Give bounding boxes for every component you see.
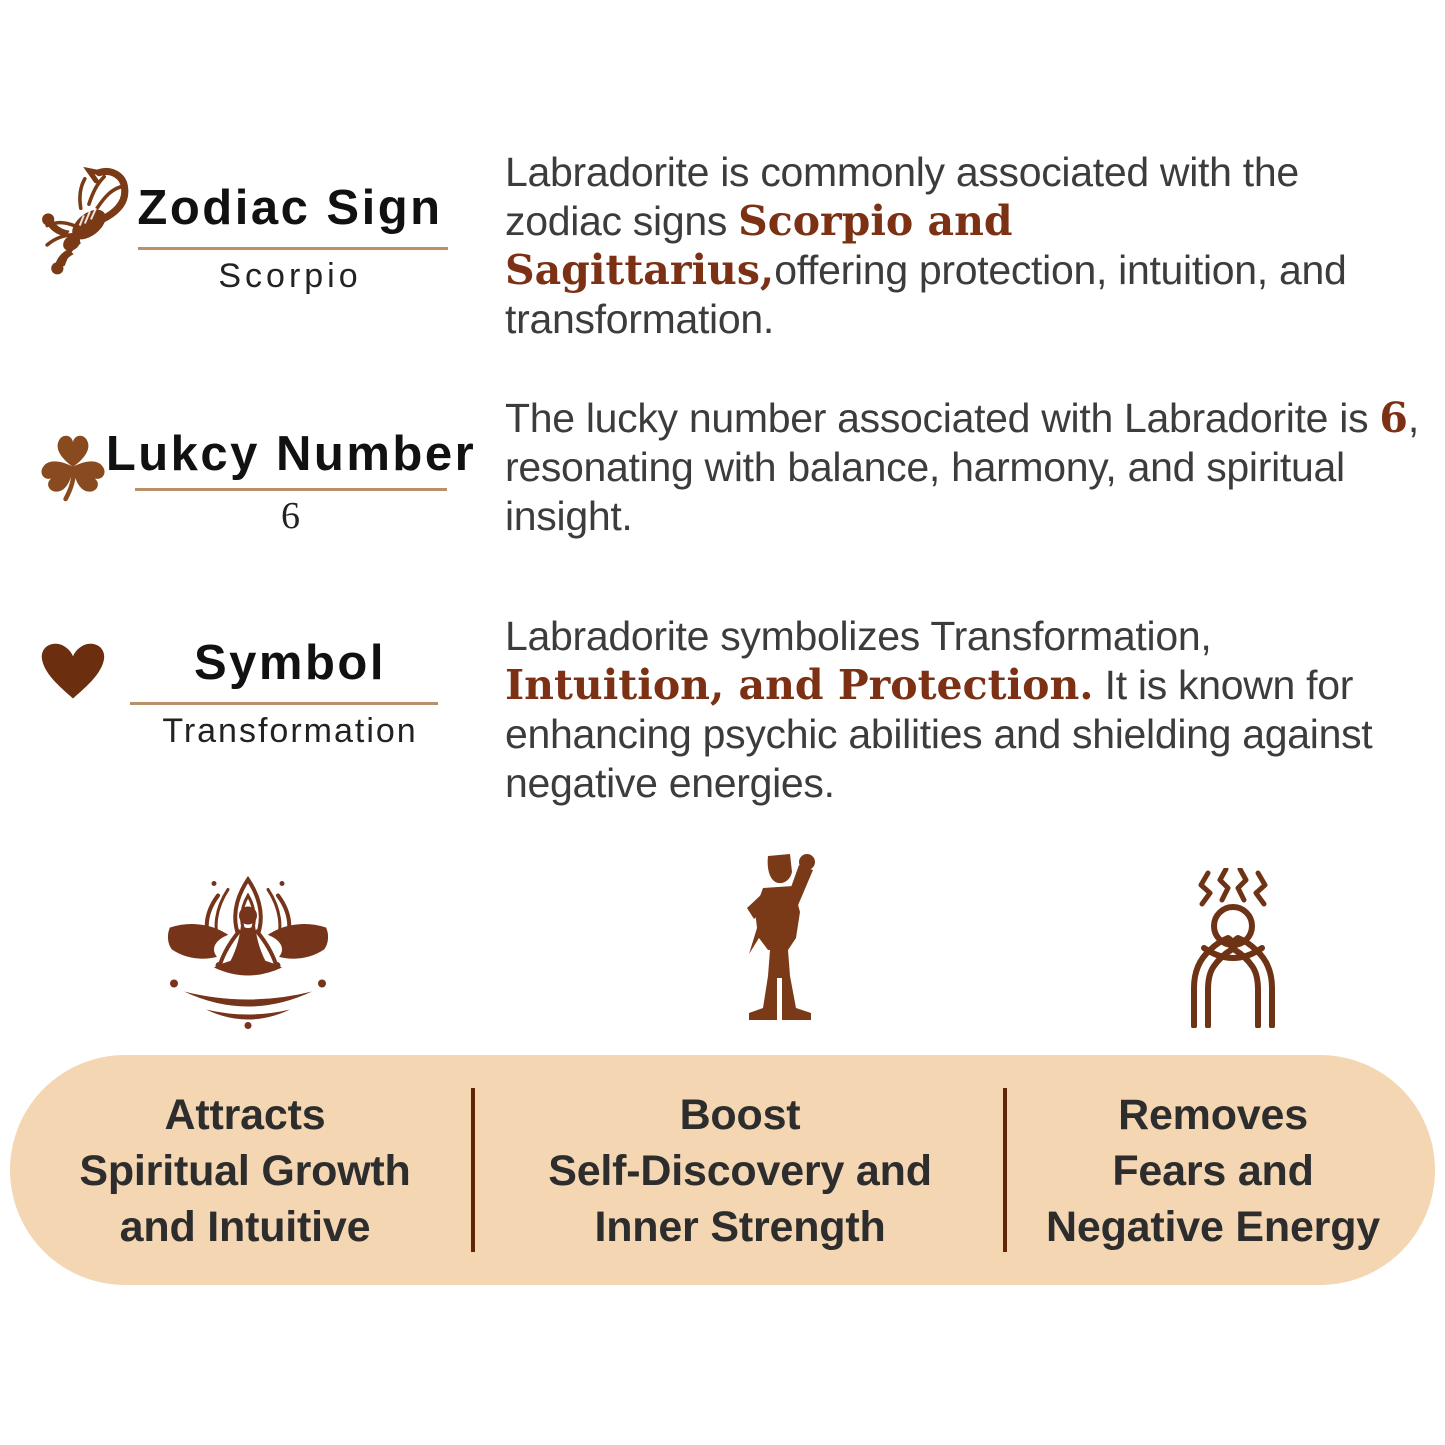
benefit-line: Removes: [1118, 1091, 1308, 1139]
lotus-meditation-icon: [158, 872, 338, 1030]
lucky-number-paragraph: [505, 394, 1445, 541]
section-title-symbol: Symbol: [194, 636, 386, 690]
paragraph-accent-text: Scorpio and Sagittarius,: [505, 197, 1013, 294]
benefit-line: Boost: [679, 1091, 801, 1139]
paragraph-text: offering protection, intuition, and transformation.: [505, 247, 1347, 342]
heading-underline: [130, 702, 438, 705]
benefit-line: Attracts: [164, 1091, 326, 1139]
benefit-line: Negative Energy: [1046, 1203, 1380, 1251]
paragraph-text: , resonating with balance, harmony, and spiritual insight.: [505, 395, 1419, 539]
benefit-line: Self-Discovery and: [548, 1147, 932, 1195]
heading-underline: [138, 247, 448, 250]
stressed-person-icon: [1158, 868, 1308, 1028]
zodiac-paragraph: [505, 148, 1405, 344]
paragraph-text: Labradorite is commonly associated with the zodiac signs: [505, 149, 1299, 244]
clover-icon: [40, 426, 106, 506]
benefit-line: Spiritual Growth: [79, 1147, 411, 1195]
paragraph-accent-text: Intuition, and Protection.: [505, 661, 1094, 709]
section-value-symbol: Transformation: [162, 712, 418, 750]
section-value-lucky-number: 6: [281, 495, 301, 537]
paragraph-text: The lucky number associated with Labradorite is: [505, 395, 1380, 441]
band-divider: [1003, 1088, 1007, 1252]
raised-fist-person-icon: [733, 850, 828, 1035]
band-divider: [471, 1088, 475, 1252]
benefit-removes-fears: [1018, 1087, 1408, 1255]
paragraph-text: It is known for enhancing psychic abilities and shielding against negative energies.: [505, 662, 1373, 806]
symbol-paragraph: [505, 612, 1410, 808]
benefit-line: Fears and: [1112, 1147, 1314, 1195]
benefit-self-discovery: [497, 1087, 983, 1255]
paragraph-text: Labradorite symbolizes Transformation,: [505, 613, 1212, 659]
paragraph-accent-text: 6: [1379, 394, 1408, 442]
section-title-zodiac: Zodiac Sign: [137, 181, 443, 235]
benefit-line: and Intuitive: [119, 1203, 371, 1251]
benefit-line: Inner Strength: [594, 1203, 886, 1251]
section-title-lucky-number: Lukcy Number: [105, 427, 477, 481]
benefit-spiritual-growth: [30, 1087, 460, 1255]
section-value-zodiac: Scorpio: [218, 257, 362, 295]
heart-icon: [40, 641, 106, 701]
heading-underline: [135, 488, 447, 491]
